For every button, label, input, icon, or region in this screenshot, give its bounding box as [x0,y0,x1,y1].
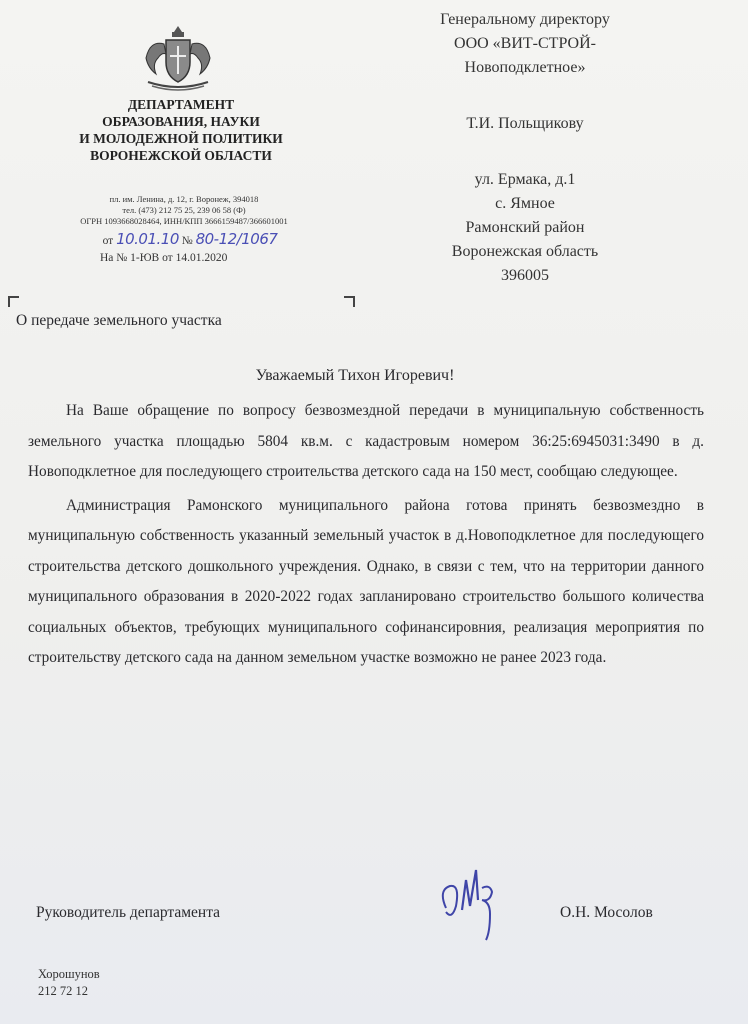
sender-address: пл. им. Ленина, д. 12, г. Воронеж, 394018 [109,194,259,204]
department-line: ДЕПАРТАМЕНТ [127,97,235,112]
sender-registration: ОГРН 1093668028464, ИНН/КПП 3666159487/366601001 [80,216,288,226]
greeting: Уважаемый Тихон Игоревич! [255,367,455,384]
coat-of-arms-icon [138,22,218,94]
executor-phone: 212 72 12 [38,984,88,998]
addressee-title-line: Генеральному директору [440,11,610,28]
addressee-title-line: ООО «ВИТ-СТРОЙ- [454,35,596,52]
department-line: И МОЛОДЕЖНОЙ ПОЛИТИКИ [79,131,283,146]
letter-body [28,396,704,677]
sender-contacts [24,194,344,227]
addressee-address-line: Воронежская область [451,243,599,260]
signer-position: Руководитель департамента [36,904,221,921]
addressee-block [400,8,650,288]
subject-corner-mark [344,296,355,307]
body-paragraph: Администрация Рамонского муниципального района готова принять безвозмездно в муниципальную собственность указанный земельный участок в д.Новоподклетное для последующего строительства детского дошкольного учреждения. Однако, в связи с тем, что на территории данного муниципального образования в 2020-2022 годах запланировано строительство большого количества социальных объектов, требующих муниципального софинансировния, реализация мероприятия по строительству детского сада на данном земельном участке возможно не ранее 2023 года. [28,496,704,666]
outgoing-prefix: от [102,235,114,247]
handwritten-signature-icon [432,848,532,948]
executor-name: Хорошунов [38,967,100,981]
letter-subject: О передаче земельного участка [16,312,222,329]
addressee-address-line: с. Ямное [495,195,555,212]
subject-corner-mark [8,296,19,307]
outgoing-number-row [40,232,340,248]
outgoing-no-label: № [181,235,193,247]
department-line: ОБРАЗОВАНИЯ, НАУКИ [102,114,260,129]
addressee-title-line: Новоподклетное» [464,59,586,76]
department-line: ВОРОНЕЖСКОЙ ОБЛАСТИ [90,148,272,163]
department-name [40,96,322,164]
addressee-address-line: 396005 [501,267,549,284]
addressee-address-line: ул. Ермака, д.1 [474,171,576,188]
signer-name: О.Н. Мосолов [560,904,653,921]
outgoing-number: 80-12/1067 [195,230,278,248]
outgoing-date: 10.01.10 [116,230,179,248]
executor-block [38,966,100,1000]
addressee-name: Т.И. Польщикову [466,115,584,132]
sender-phone: тел. (473) 212 75 25, 239 06 58 (Ф) [122,205,246,215]
reference-number: На № 1-ЮВ от 14.01.2020 [100,252,228,264]
addressee-address-line: Рамонский район [465,219,585,236]
body-paragraph: На Ваше обращение по вопросу безвозмездной передачи в муниципальную собственность земельного участка площадью 5804 кв.м. с кадастровым номером 36:25:6945031:3490 в д. Новоподклетное для последующего строительства детского сада на 150 мест, сообщаю следующее. [28,402,704,480]
